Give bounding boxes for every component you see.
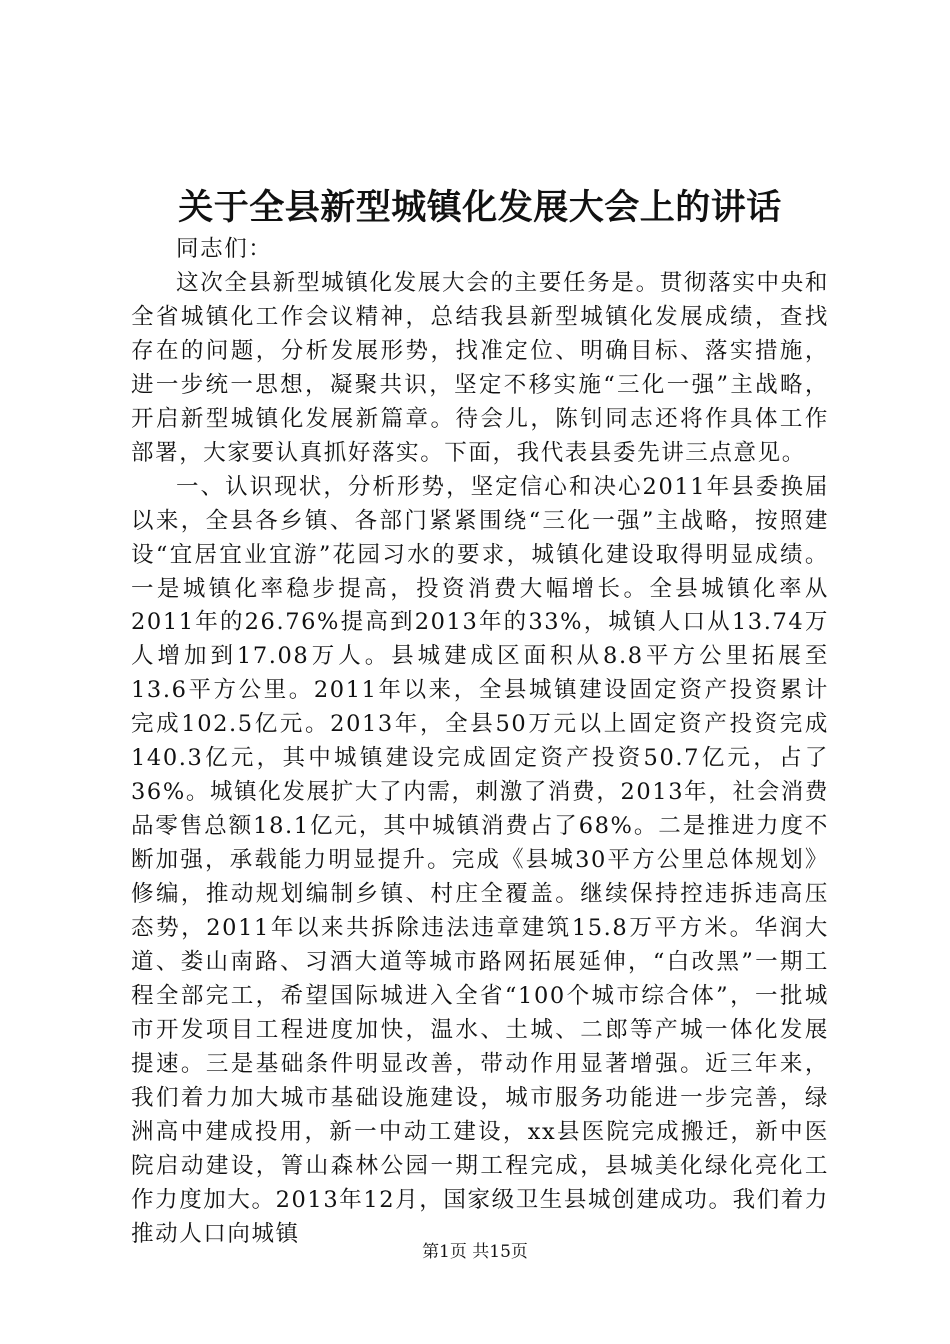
document-body: [131, 233, 829, 1252]
paragraph-intro: 这次全县新型城镇化发展大会的主要任务是。贯彻落实中央和全省城镇化工作会议精神，总结我县新型城镇化发展成绩，查找存在的问题，分析发展形势，找准定位、明确目标、落实措施，进一步统一思想，凝聚共识，坚定不移实施“三化一强”主战略，开启新型城镇化发展新篇章。待会儿，陈钊同志还将作具体工作部署，大家要认真抓好落实。下面，我代表县委先讲三点意见。: [131, 269, 829, 466]
paragraph-section-one: 一、认识现状，分析形势，坚定信心和决心2011年县委换届以来，全县各乡镇、各部门紧紧围绕“三化一强”主战略，按照建设“宜居宜业宜游”花园习水的要求，城镇化建设取得明显成绩。一是城镇化率稳步提高，投资消费大幅增长。全县城镇化率从2011年的26.76%提高到2013年的33%，城镇人口从13.74万人增加到17.08万人。县城建成区面积从8.8平方公里拓展至13.6平方公里。2011年以来，全县城镇建设固定资产投资累计完成102.5亿元。2013年，全县50万元以上固定资产投资完成140.3亿元，其中城镇建设完成固定资产投资50.7亿元，占了36%。城镇化发展扩大了内需，刺激了消费，2013年，社会消费品零售总额18.1亿元，其中城镇消费占了68%。二是推进力度不断加强，承载能力明显提升。完成《县城30平方公里总体规划》修编，推动规划编制乡镇、村庄全覆盖。继续保持控违拆违高压态势，2011年以来共拆除违法违章建筑15.8万平方米。华润大道、娄山南路、习酒大道等城市路网拓展延伸，“白改黑”一期工程全部完工，希望国际城进入全省“100个城市综合体”，一批城市开发项目工程进度加快，温水、土城、二郎等产城一体化发展提速。三是基础条件明显改善，带动作用显著增强。近三年来，我们着力加大城市基础设施建设，城市服务功能进一步完善，绿洲高中建成投用，新一中动工建设，xx县医院完成搬迁，新中医院启动建设，箐山森林公园一期工程完成，县城美化绿化亮化工作力度加大。2013年12月，国家级卫生县城创建成功。我们着力推动人口向城镇: [131, 473, 829, 1247]
document-title: 关于全县新型城镇化发展大会上的讲话: [178, 187, 782, 228]
page-footer: 第1页 共15页: [422, 1242, 528, 1262]
salutation: 同志们：: [176, 236, 273, 262]
